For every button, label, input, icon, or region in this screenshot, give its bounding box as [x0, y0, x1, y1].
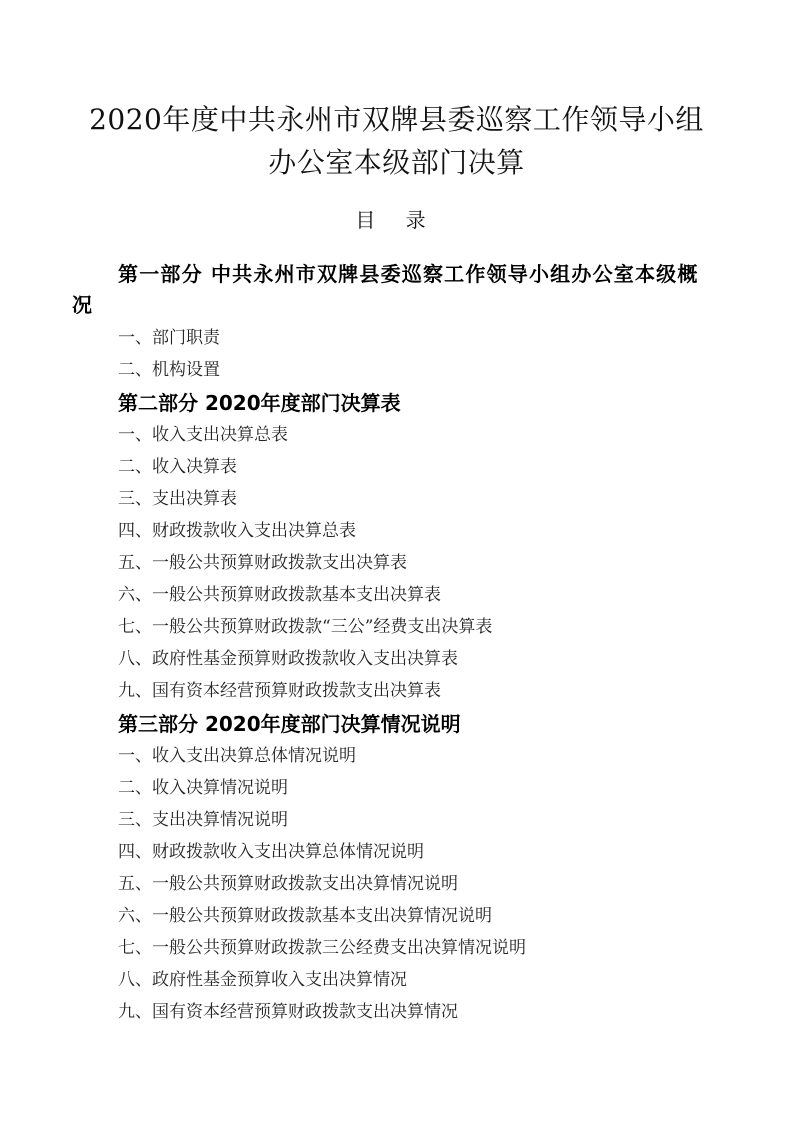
toc-item-part2-2: 二、收入决算表 [118, 457, 237, 477]
toc-heading: 目 录 [355, 208, 438, 232]
toc-item-part1-2: 二、机构设置 [118, 360, 220, 380]
toc-item-part3-2: 二、收入决算情况说明 [118, 778, 288, 798]
toc-item-part2-4: 四、财政拨款收入支出决算总表 [118, 521, 356, 541]
toc-item-part3-7: 七、一般公共预算财政拨款三公经费支出决算情况说明 [118, 938, 526, 958]
part1-heading-line-2: 况 [72, 293, 92, 317]
toc-item-part3-3: 三、支出决算情况说明 [118, 810, 288, 830]
part2-heading: 第二部分 2020年度部门决算表 [118, 391, 401, 415]
toc-item-part3-9: 九、国有资本经营预算财政拨款支出决算情况 [118, 1002, 458, 1022]
part3-heading: 第三部分 2020年度部门决算情况说明 [118, 712, 461, 736]
toc-item-part2-3: 三、支出决算表 [118, 489, 237, 509]
toc-item-part3-4: 四、财政拨款收入支出决算总体情况说明 [118, 842, 424, 862]
document-title-line-1: 2020年度中共永州市双牌县委巡察工作领导小组 [89, 103, 704, 136]
toc-item-part2-5: 五、一般公共预算财政拨款支出决算表 [118, 553, 407, 573]
document-title-line-2: 办公室本级部门决算 [268, 146, 525, 179]
toc-item-part3-8: 八、政府性基金预算收入支出决算情况 [118, 970, 407, 990]
toc-item-part2-1: 一、收入支出决算总表 [118, 425, 288, 445]
toc-item-part2-8: 八、政府性基金预算财政拨款收入支出决算表 [118, 649, 458, 669]
toc-item-part2-6: 六、一般公共预算财政拨款基本支出决算表 [118, 585, 441, 605]
toc-item-part1-1: 一、部门职责 [118, 328, 220, 348]
toc-item-part2-9: 九、国有资本经营预算财政拨款支出决算表 [118, 681, 441, 701]
toc-item-part2-7: 七、一般公共预算财政拨款“三公”经费支出决算表 [118, 617, 493, 637]
toc-item-part3-1: 一、收入支出决算总体情况说明 [118, 746, 356, 766]
part1-heading-line-1: 第一部分 中共永州市双牌县委巡察工作领导小组办公室本级概 [118, 262, 699, 286]
toc-item-part3-6: 六、一般公共预算财政拨款基本支出决算情况说明 [118, 906, 492, 926]
toc-item-part3-5: 五、一般公共预算财政拨款支出决算情况说明 [118, 874, 458, 894]
